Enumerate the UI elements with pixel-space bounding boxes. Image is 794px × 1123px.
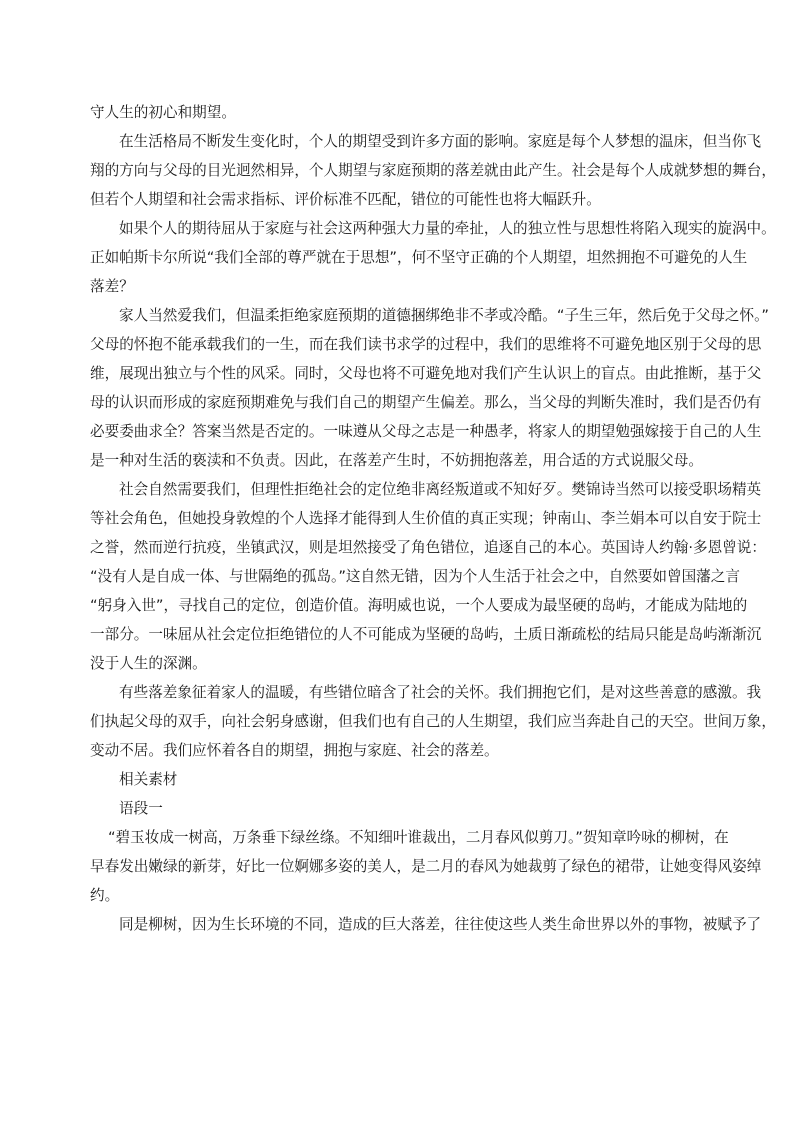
text-line: 们执起父母的双手，向社会躬身感谢，但我们也有自己的人生期望，我们应当奔赴自己的天空。世间万象， [90, 713, 776, 730]
text-line: “躬身入世”，寻找自己的定位，创造价值。海明威也说，一个人要成为最坚硬的岛屿，才能成为陆地的 [90, 597, 748, 614]
text-line: 在生活格局不断发生变化时，个人的期望受到许多方面的影响。家庭是每个人梦想的温床，但当你飞 [119, 133, 762, 150]
text-line: 正如帕斯卡尔所说“我们全部的尊严就在于思想”，何不坚守正确的个人期望，坦然拥抱不可避免的人生 [90, 249, 748, 266]
text-line: 母的认识而形成的家庭预期难免与我们自己的期望产生偏差。那么，当父母的判断失准时，我们是否仍有 [90, 394, 762, 411]
text-line: 如果个人的期待屈从于家庭与社会这两种强大力量的牵扯，人的独立性与思想性将陷入现实的旋涡中。 [119, 220, 776, 237]
text-line: 守人生的初心和期望。 [90, 104, 236, 121]
section-heading-passage-one [90, 794, 710, 823]
text-line: 之誉，然而逆行抗疫，坐镇武汉，则是坦然接受了角色错位，追逐自己的本心。英国诗人约翰·多恩曾说： [90, 539, 766, 556]
paragraph-4 [90, 301, 769, 475]
paragraph-2 [90, 127, 776, 214]
text-line: 等社会角色，但她投身敦煌的个人选择才能得到人生价值的真正实现；钟南山、李兰娟本可以自安于院士 [90, 510, 762, 527]
paragraph-3 [90, 214, 776, 301]
text-line: 有些落差象征着家人的温暖，有些错位暗含了社会的关怀。我们拥抱它们，是对这些善意的感激。我 [119, 684, 762, 701]
paragraph-passage-one [90, 823, 762, 910]
document-body [90, 98, 776, 939]
paragraph-1 [90, 98, 710, 127]
text-line: 同是柳树，因为生长环境的不同，造成的巨大落差，往往使这些人类生命世界以外的事物，被赋予了 [119, 916, 762, 933]
text-line: 是一种对生活的亵渎和不负责。因此，在落差产生时，不妨拥抱落差，用合适的方式说服父母。 [90, 452, 703, 469]
text-line: 必要委曲求全？答案当然是否定的。一味遵从父母之志是一种愚孝，将家人的期望勉强嫁接于自己的人生 [90, 423, 762, 440]
text-line: 约。 [90, 887, 120, 904]
paragraph-5 [90, 475, 766, 678]
text-line: 相关素材 [119, 771, 178, 788]
paragraph-willow [90, 910, 762, 939]
text-line: 翔的方向与父母的目光迥然相异，个人期望与家庭预期的落差就由此产生。社会是每个人成就梦想的舞台， [90, 162, 776, 179]
paragraph-6 [90, 678, 776, 765]
text-line: “没有人是自成一体、与世隔绝的孤岛。”这自然无错，因为个人生活于社会之中，自然要如曾国藩之言 [90, 568, 740, 585]
text-line: 社会自然需要我们，但理性拒绝社会的定位绝非离经叛道或不知好歹。樊锦诗当然可以接受职场精英 [119, 481, 762, 498]
text-line: 一部分。一味屈从社会定位拒绝错位的人不可能成为坚硬的岛屿，土质日渐疏松的结局只能是岛屿渐渐沉 [90, 626, 762, 643]
text-line: 父母的怀抱不能承载我们的一生，而在我们读书求学的过程中，我们的思维将不可避免地区别于父母的思 [90, 336, 762, 353]
text-line: “碧玉妆成一树高，万条垂下绿丝绦。不知细叶谁裁出，二月春风似剪刀。”贺知章吟咏的柳树，在 [108, 829, 729, 846]
text-line: 但若个人期望和社会需求指标、评价标准不匹配，错位的可能性也将大幅跃升。 [90, 191, 601, 208]
text-line: 维，展现出独立与个性的风采。同时，父母也将不可避免地对我们产生认识上的盲点。由此推断，基于父 [90, 365, 762, 382]
text-line: 没于人生的深渊。 [90, 655, 207, 672]
text-line: 早春发出嫩绿的新芽，好比一位婀娜多姿的美人，是二月的春风为她裁剪了绿色的裙带，让她变得风姿绰 [90, 858, 762, 875]
text-line: 变动不居。我们应怀着各自的期望，拥抱与家庭、社会的落差。 [90, 742, 499, 759]
text-line: 语段一 [119, 800, 163, 817]
text-line: 落差？ [90, 278, 134, 295]
text-line: 家人当然爱我们，但温柔拒绝家庭预期的道德捆绑绝非不孝或冷酷。“子生三年，然后免于父母之怀。” [119, 307, 769, 324]
section-heading-related-material [90, 765, 710, 794]
